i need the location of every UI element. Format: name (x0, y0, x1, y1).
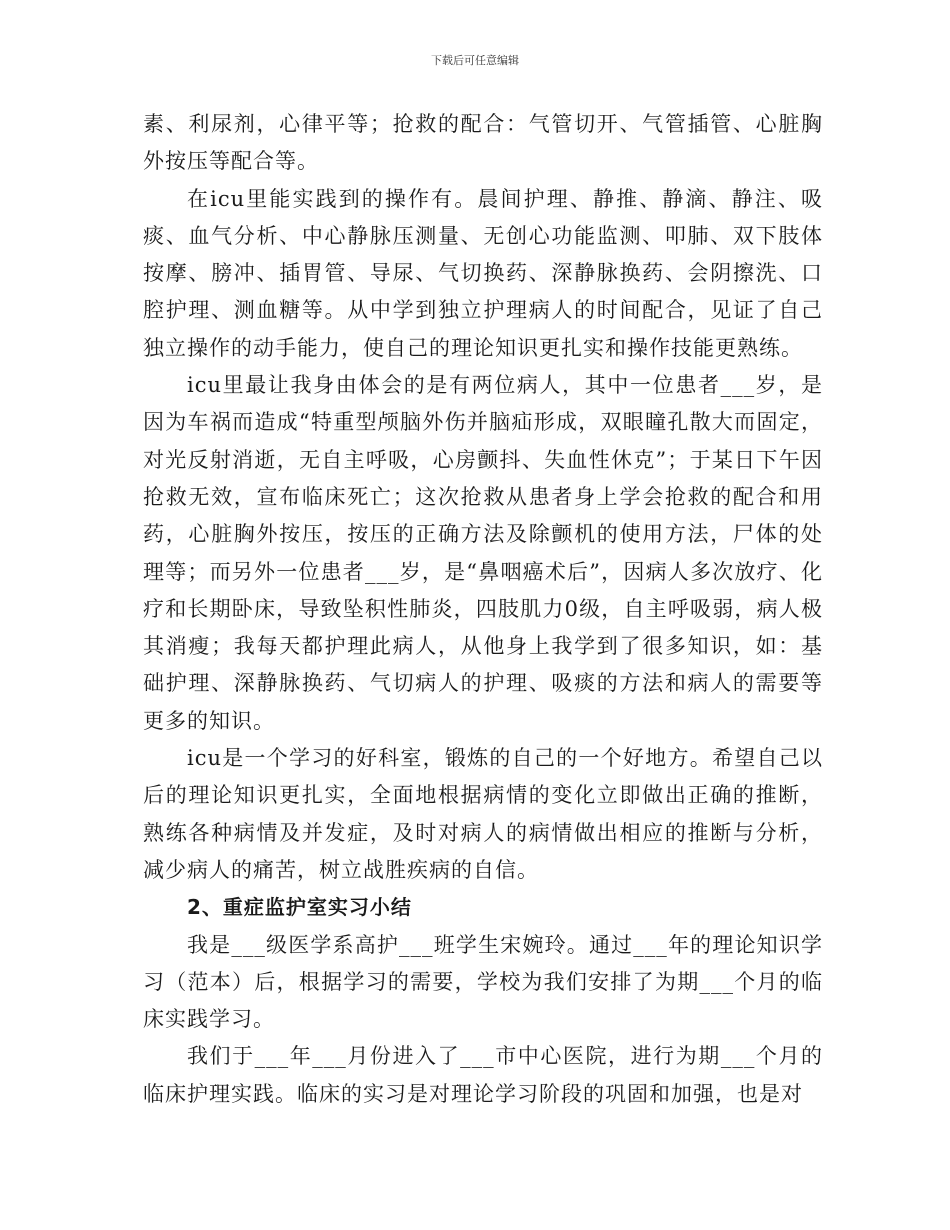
document-body (143, 106, 823, 1113)
paragraph-hospital-practice: 我们于___年___月份进入了___市中心医院，进行为期___个月的临床护理实践。临床的实习是对理论学习阶段的巩固和加强，也是对 (143, 1044, 823, 1106)
paragraph-icu-operations: 在icu里能实践到的操作有。晨间护理、静推、静滴、静注、吸痰、血气分析、中心静脉压测量、无创心功能监测、叩肺、双下肢体按摩、膀冲、插胃管、导尿、气切换药、深静脉换药、会阴擦洗、口腔护理、测血糖等。从中学到独立护理病人的时间配合，见证了自己独立操作的动手能力，使自己的理论知识更扎实和操作技能更熟练。 (143, 186, 824, 360)
section-heading: 2、重症监护室实习小结 (187, 895, 412, 920)
paragraph-icu-patients: icu里最让我身由体会的是有两位病人，其中一位患者___岁，是因为车祸而造成“特重型颅脑外伤并脑疝形成，双眼瞳孔散大而固定，对光反射消逝，无自主呼吸，心房颤抖、失血性休克”；于某日下午因抢救无效，宣布临床死亡；这次抢救从患者身上学会抢救的配合和用药，心脏胸外按压，按压的正确方法及除颤机的使用方法，尸体的处理等；而另外一位患者___岁，是“鼻咽癌术后”，因病人多次放疗、化疗和长期卧床，导致坠积性肺炎，四肢肌力0级，自主呼吸弱，病人极其消瘦；我每天都护理此病人，从他身上我学到了很多知识，如：基础护理、深静脉换药、气切病人的护理、吸痰的方法和病人的需要等更多的知识。 (143, 373, 823, 733)
paragraph-icu-conclusion: icu是一个学习的好科室，锻炼的自己的一个好地方。希望自己以后的理论知识更扎实，全面地根据病情的变化立即做出正确的推断，熟练各种病情及并发症，及时对病人的病情做出相应的推断与分析，减少病人的痛苦，树立战胜疾病的自信。 (143, 746, 823, 882)
page-header: 下载后可任意编辑 (431, 54, 519, 67)
paragraph-student-intro: 我是___级医学系高护___班学生宋婉玲。通过___年的理论知识学习（范本）后，根据学习的需要，学校为我们安排了为期___个月的临床实践学习。 (143, 932, 823, 1032)
paragraph-continuation: 素、利尿剂，心律平等；抢救的配合：气管切开、气管插管、心脏胸外按压等配合等。 (143, 112, 823, 174)
